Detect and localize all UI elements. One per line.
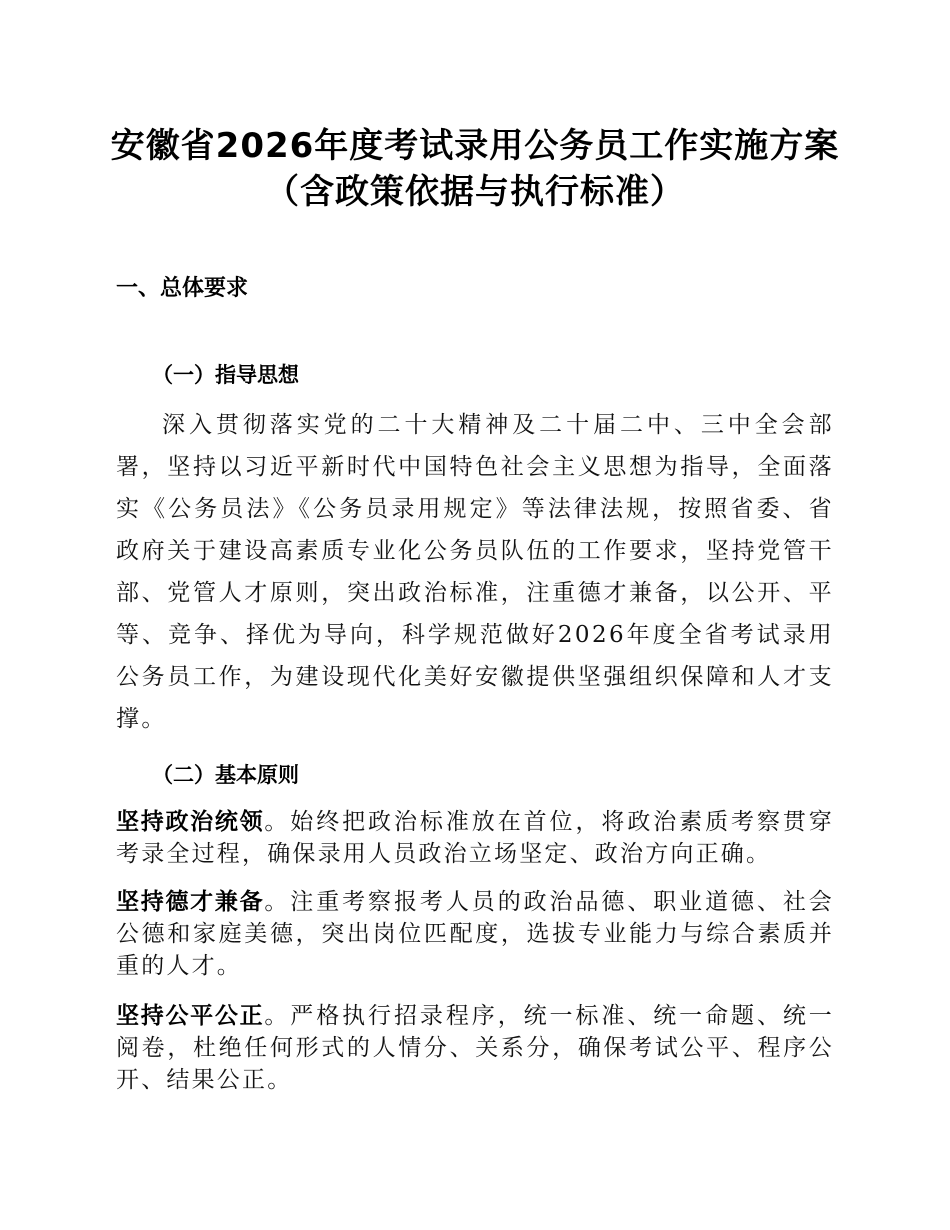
section-heading-general-requirements: 一、总体要求 bbox=[116, 276, 249, 301]
principle-lead: 坚持公平公正 bbox=[116, 1003, 265, 1029]
principle-text: 。始终把政治标准放在首位，将政治素质考察贯穿考录全过程，确保录用人员政治立场坚定、政治方向正确。 bbox=[116, 809, 834, 867]
subsection-heading-guiding-ideology: （一）指导思想 bbox=[152, 362, 299, 387]
guiding-ideology-paragraph: 深入贯彻落实党的二十大精神及二十届二中、三中全会部署，坚持以习近平新时代中国特色社会主义思想为指导，全面落实《公务员法》《公务员录用规定》等法律法规，按照省委、省政府关于建设高素质专业化公务员队伍的工作要求，坚持党管干部、党管人才原则，突出政治标准，注重德才兼备，以公开、平等、竞争、择优为导向，科学规范做好2026年度全省考试录用公务员工作，为建设现代化美好安徽提供坚强组织保障和人才支撑。 bbox=[116, 412, 834, 732]
principle-text: 。严格执行招录程序，统一标准、统一命题、统一阅卷，杜绝任何形式的人情分、关系分，确保考试公平、程序公开、结果公正。 bbox=[116, 1003, 834, 1093]
principle-item bbox=[116, 886, 834, 982]
principle-text: 。注重考察报考人员的政治品德、职业道德、社会公德和家庭美德，突出岗位匹配度，选拔专业能力与综合素质并重的人才。 bbox=[116, 889, 834, 979]
principle-item bbox=[116, 1000, 834, 1096]
subsection-heading-basic-principles: （二）基本原则 bbox=[152, 762, 299, 787]
document-title: 安徽省2026年度考试录用公务员工作实施方案 bbox=[110, 126, 840, 166]
principle-lead: 坚持政治统领 bbox=[116, 809, 265, 835]
document-subtitle: （含政策依据与执行标准） bbox=[265, 172, 685, 212]
principle-lead: 坚持德才兼备 bbox=[116, 889, 265, 915]
principle-item bbox=[116, 806, 834, 870]
